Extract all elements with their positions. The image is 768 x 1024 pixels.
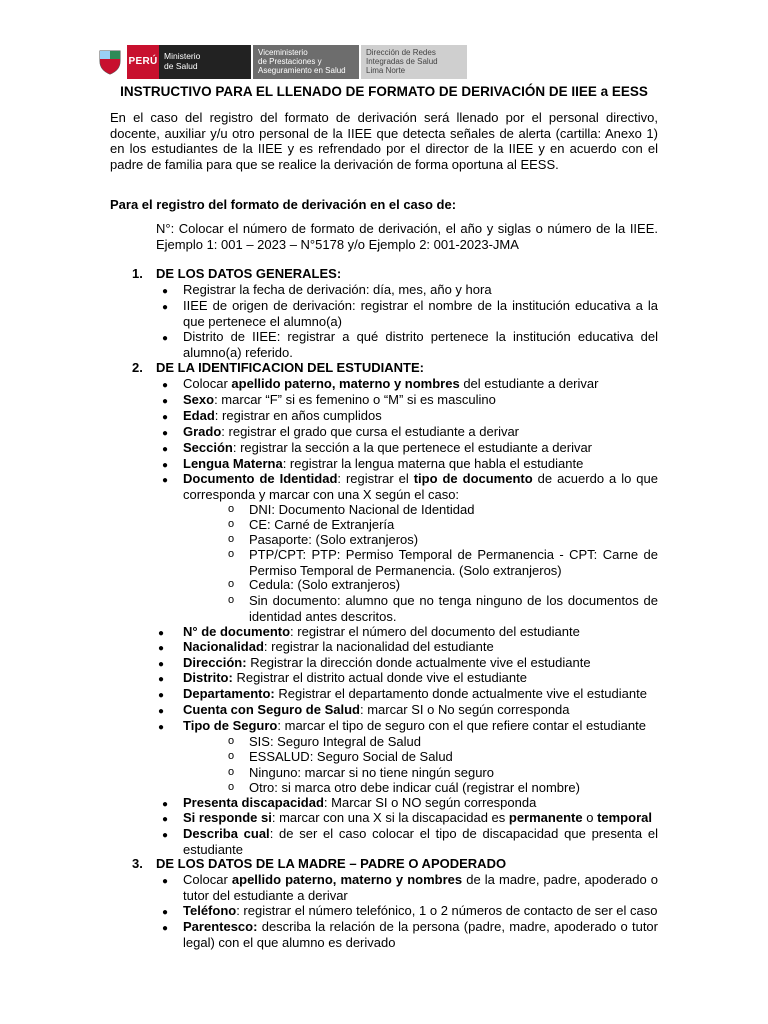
item-bold: Dirección:	[183, 655, 247, 670]
list-item	[183, 919, 658, 950]
bullet-icon: ●	[162, 428, 169, 439]
item-bold: Parentesco:	[183, 919, 258, 934]
subheading: Para el registro del formato de derivación en el caso de:	[110, 197, 457, 212]
diris-line-1: Dirección de Redes	[366, 48, 436, 57]
bullet-icon: ●	[162, 923, 169, 934]
diris-label	[361, 45, 467, 79]
item-bold: Sección	[183, 440, 233, 455]
bullet-icon: ●	[158, 722, 165, 733]
item-text: de acuerdo a lo que corresponda y marcar con una X según el caso:	[183, 471, 658, 502]
intro-paragraph: En el caso del registro del formato de derivación será llenado por el personal directivo, docente, auxiliar y/u otro personal de la IIEE que detecta señales de alerta (cartilla: Anexo 1) en los estudiantes de la IIEE y es refrendado por el director de la IIEE y en acuerdo con el padre de familia para que se realice la derivación de forma oportuna al EESS.	[110, 110, 658, 172]
circle-bullet-icon: o	[228, 594, 235, 606]
ministerio-line-1: Ministerio	[164, 51, 201, 61]
list-item	[183, 639, 658, 655]
list-item	[183, 826, 658, 857]
item-text: describa la relación de la persona (padre, madre, apoderado o tutor legal) con el que alumno es derivado	[183, 919, 658, 950]
item-bold: Distrito:	[183, 670, 233, 685]
list-item	[183, 376, 658, 392]
circle-bullet-icon: o	[228, 518, 235, 530]
list-item	[183, 456, 658, 472]
bullet-icon: ●	[162, 475, 169, 486]
bullet-icon: ●	[162, 460, 169, 471]
item-bold: Lengua Materna	[183, 456, 283, 471]
item-text: Colocar	[183, 376, 232, 391]
list-item	[183, 795, 658, 811]
vice-line-1: Viceministerio	[258, 48, 308, 57]
list-item: Distrito de IIEE: registrar a qué distrito pertenece la institución educativa del alumno(a) referido.	[183, 329, 658, 360]
item-text: Registrar el departamento donde actualmente vive el estudiante	[274, 686, 647, 701]
item-text: : registrar el grado que cursa el estudiante a derivar	[221, 424, 520, 439]
section-3-title: DE LOS DATOS DE LA MADRE – PADRE O APODERADO	[156, 856, 507, 871]
item-bold: N° de documento	[183, 624, 291, 639]
item-bold: tipo de documento	[413, 471, 533, 486]
item-bold: Edad	[183, 408, 215, 423]
item-text: de la madre, padre, apoderado o tutor del estudiante a derivar	[183, 872, 658, 903]
list-item	[183, 702, 658, 718]
item-text: : de ser el caso colocar el tipo de discapacidad que presenta el estudiante	[183, 826, 659, 857]
item-text: : registrar el número del documento del estudiante	[290, 624, 580, 639]
list-item: IIEE de origen de derivación: registrar el nombre de la institución educativa a la que pertenece el alumno(a)	[183, 298, 658, 329]
bullet-icon: ●	[158, 674, 165, 685]
document-title: INSTRUCTIVO PARA EL LLENADO DE FORMATO DE DERIVACIÓN DE IIEE a EESS	[120, 84, 648, 99]
circle-bullet-icon: o	[228, 735, 235, 747]
vice-line-2: de Prestaciones y	[258, 57, 322, 66]
circle-bullet-icon: o	[228, 781, 235, 793]
item-bold: Sexo	[183, 392, 215, 407]
bullet-icon: ●	[158, 659, 165, 670]
sub-list-item: Sin documento: alumno que no tenga ninguno de los documentos de identidad antes descritos.	[249, 593, 658, 624]
item-bold: Nacionalidad	[183, 639, 264, 654]
item-bold: Describa cual	[183, 826, 270, 841]
list-item	[183, 670, 658, 686]
number-instructions: N°: Colocar el número de formato de derivación, el año y siglas o número de la IIEE. Ejemplo 1: 001 – 2023 – N°5178 y/o Ejemplo 2: 001-2023-JMA	[156, 221, 658, 252]
list-item	[183, 718, 658, 734]
diris-line-3: Lima Norte	[366, 66, 406, 75]
bullet-icon: ●	[162, 302, 169, 313]
item-text: : marcar con una X si la discapacidad es	[271, 810, 509, 825]
item-text: : registrar el	[337, 471, 414, 486]
sub-list-item: Cedula: (Solo extranjeros)	[249, 577, 401, 592]
bullet-icon: ●	[158, 643, 165, 654]
peru-label: PERÚ	[127, 45, 159, 79]
sub-list-item: CE: Carné de Extranjería	[249, 517, 395, 532]
sub-list-item: ESSALUD: Seguro Social de Salud	[249, 749, 453, 764]
item-bold: Documento de Identidad	[183, 471, 338, 486]
item-bold: apellido paterno, materno y nombres	[231, 872, 463, 887]
section-2-number: 2.	[132, 360, 143, 375]
item-bold: Grado	[183, 424, 222, 439]
item-bold: Tipo de Seguro	[183, 718, 278, 733]
item-text: Registrar la dirección donde actualmente vive el estudiante	[246, 655, 591, 670]
item-text: : marcar el tipo de seguro con el que refiere contar el estudiante	[277, 718, 646, 733]
vice-line-3: Aseguramiento en Salud	[258, 66, 346, 75]
item-bold: permanente	[508, 810, 583, 825]
bullet-icon: ●	[162, 876, 169, 887]
item-text: o	[582, 810, 598, 825]
bullet-icon: ●	[162, 830, 169, 841]
sub-list-item: PTP/CPT: PTP: Permiso Temporal de Permanencia - CPT: Carne de Permiso Temporal de Permanencia. (Solo extranjeros)	[249, 547, 658, 578]
list-item	[183, 624, 658, 640]
item-text: : marcar “F” si es femenino o “M” si es masculino	[214, 392, 496, 407]
bullet-icon: ●	[162, 799, 169, 810]
section-2-title: DE LA IDENTIFICACION DEL ESTUDIANTE:	[156, 360, 424, 375]
list-item	[183, 408, 658, 424]
item-bold: apellido paterno, materno y nombres	[231, 376, 460, 391]
bullet-icon: ●	[162, 907, 169, 918]
list-item	[183, 872, 658, 903]
bullet-icon: ●	[162, 333, 169, 344]
item-text: : registrar la sección a la que pertenece el estudiante a derivar	[232, 440, 593, 455]
item-text: : registrar la nacionalidad del estudiante	[263, 639, 494, 654]
list-item	[183, 810, 658, 826]
circle-bullet-icon: o	[228, 533, 235, 545]
bullet-icon: ●	[162, 286, 169, 297]
list-item	[183, 903, 658, 919]
section-1-title: DE LOS DATOS GENERALES:	[156, 266, 342, 281]
item-text: Colocar	[183, 872, 232, 887]
bullet-icon: ●	[158, 690, 165, 701]
item-text: del estudiante a derivar	[459, 376, 599, 391]
list-item	[183, 440, 658, 456]
sub-list-item: Pasaporte: (Solo extranjeros)	[249, 532, 419, 547]
sub-list-item: Otro: si marca otro debe indicar cuál (registrar el nombre)	[249, 780, 580, 795]
diris-line-2: Integradas de Salud	[366, 57, 438, 66]
list-item: Registrar la fecha de derivación: día, mes, año y hora	[183, 282, 492, 297]
item-text: : registrar en años cumplidos	[214, 408, 382, 423]
section-3-number: 3.	[132, 856, 143, 871]
item-text: : Marcar SI o NO según corresponda	[323, 795, 537, 810]
bullet-icon: ●	[162, 396, 169, 407]
item-bold: Teléfono	[183, 903, 237, 918]
viceministerio-label	[253, 45, 359, 79]
item-text: : registrar el número telefónico, 1 o 2 números de contacto de ser el caso	[236, 903, 658, 918]
list-item	[183, 686, 658, 702]
bullet-icon: ●	[162, 412, 169, 423]
circle-bullet-icon: o	[228, 503, 235, 515]
item-text: : registrar la lengua materna que habla el estudiante	[282, 456, 584, 471]
ministerio-line-2: de Salud	[164, 61, 198, 71]
bullet-icon: ●	[162, 444, 169, 455]
list-item	[183, 424, 658, 440]
circle-bullet-icon: o	[228, 578, 235, 590]
bullet-icon: ●	[158, 706, 165, 717]
circle-bullet-icon: o	[228, 766, 235, 778]
list-item	[183, 655, 658, 671]
sub-list-item: Ninguno: marcar si no tiene ningún seguro	[249, 765, 494, 780]
ministerio-label	[159, 45, 251, 79]
item-text: Registrar el distrito actual donde vive el estudiante	[232, 670, 527, 685]
section-1-number: 1.	[132, 266, 143, 281]
item-text: : marcar SI o No según corresponda	[359, 702, 570, 717]
circle-bullet-icon: o	[228, 750, 235, 762]
bullet-icon: ●	[162, 380, 169, 391]
bullet-icon: ●	[158, 628, 165, 639]
circle-bullet-icon: o	[228, 548, 235, 560]
item-bold: Cuenta con Seguro de Salud	[183, 702, 360, 717]
peru-shield-icon	[93, 45, 127, 79]
item-bold: Si responde si	[183, 810, 272, 825]
item-bold: Presenta discapacidad	[183, 795, 324, 810]
sub-list-item: DNI: Documento Nacional de Identidad	[249, 502, 475, 517]
header-logos	[93, 45, 485, 79]
list-item	[183, 471, 658, 502]
sub-list-item: SIS: Seguro Integral de Salud	[249, 734, 422, 749]
list-item	[183, 392, 658, 408]
bullet-icon: ●	[162, 814, 169, 825]
item-bold: Departamento:	[183, 686, 275, 701]
item-bold: temporal	[597, 810, 652, 825]
